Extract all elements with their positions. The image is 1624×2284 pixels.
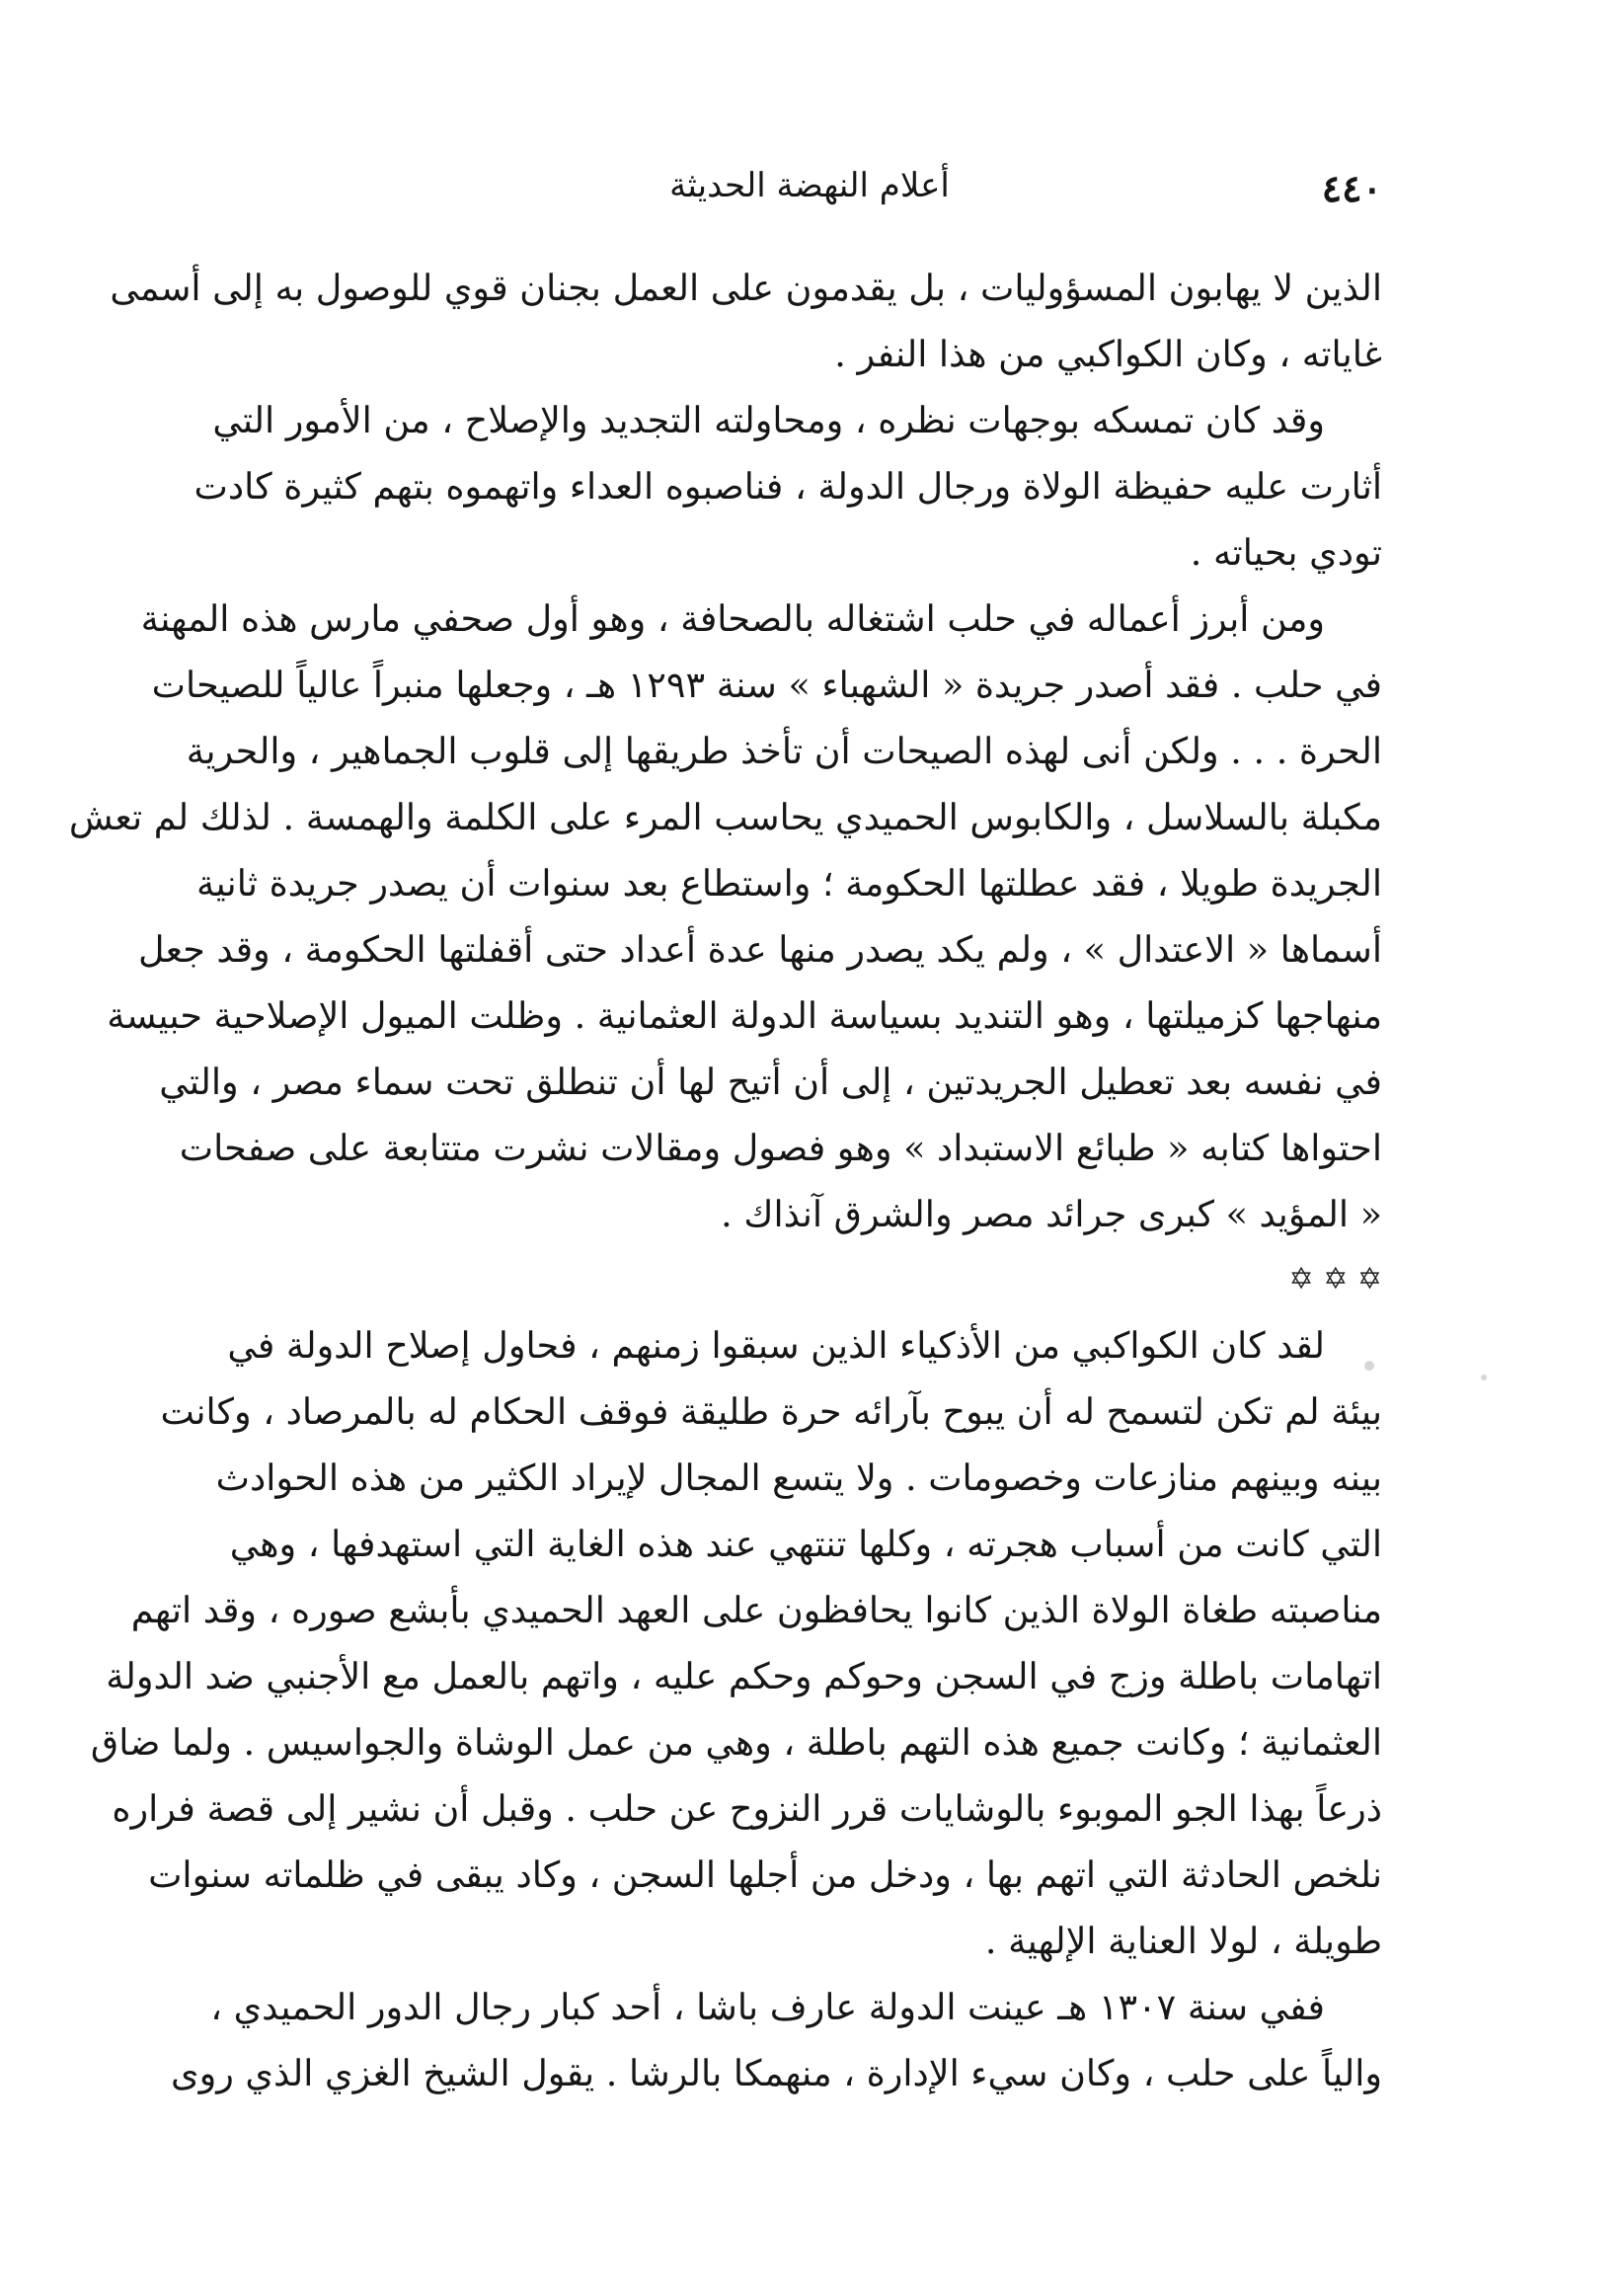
- text-line: والياً على حلب ، وكان سيء الإدارة ، منهمكا بالرشا . يقول الشيخ الغزي الذي روى: [171, 2052, 1382, 2094]
- text-line: منهاجها كزميلتها ، وهو التنديد بسياسة الدولة العثمانية . وظلت الميول الإصلاحية حبيسة: [107, 994, 1382, 1037]
- text-line: أثارت عليه حفيظة الولاة ورجال الدولة ، فناصبوه العداء واتهموه بتهم كثيرة كادت: [193, 465, 1382, 508]
- text-line: أسماها « الاعتدال » ، ولم يكد يصدر منها عدة أعداد حتى أقفلتها الحكومة ، وقد جعل: [138, 928, 1382, 971]
- paragraph: [68, 586, 1382, 1247]
- text-line: طويلة ، لولا العناية الإلهية .: [984, 1920, 1382, 1962]
- text-line: في نفسه بعد تعطيل الجريدتين ، إلى أن أتيح لها أن تنطلق تحت سماء مصر ، والتي: [159, 1061, 1382, 1103]
- text-line: بينه وبينهم منازعات وخصومات . ولا يتسع المجال لإيراد الكثير من هذه الحوادث: [215, 1457, 1382, 1499]
- text-line: بيئة لم تكن لتسمح له أن يبوح بآرائه حرة طليقة فوقف الحكام له بالمرصاد ، وكانت: [160, 1390, 1382, 1433]
- paragraph: [110, 255, 1382, 387]
- text-line: ذرعاً بهذا الجو الموبوء بالوشايات قرر النزوح عن حلب . وقبل أن نشير إلى قصة فراره: [112, 1787, 1382, 1830]
- page-number: ٤٤٠: [1321, 166, 1382, 210]
- running-title: أعلام النهضة الحديثة: [669, 166, 950, 205]
- text-line: احتواها كتابه « طبائع الاستبداد » وهو فصول ومقالات نشرت متتابعة على صفحات: [179, 1127, 1382, 1169]
- text-line: التي كانت من أسباب هجرته ، وكلها تنتهي عند هذه الغاية التي استهدفها ، وهي: [229, 1523, 1382, 1565]
- paragraph: [193, 387, 1382, 586]
- text-line: مكبلة بالسلاسل ، والكابوس الحميدي يحاسب المرء على الكلمة والهمسة . لذلك لم تعش: [68, 796, 1382, 838]
- text-line: وقد كان تمسكه بوجهات نظره ، ومحاولته التجديد والإصلاح ، من الأمور التي: [212, 399, 1325, 441]
- text-line: ومن أبرز أعماله في حلب اشتغاله بالصحافة ، وهو أول صحفي مارس هذه المهنة: [140, 597, 1325, 640]
- text-line: تودي بحياته .: [1190, 531, 1382, 574]
- paper-speck: [1364, 1361, 1374, 1371]
- text-line: الذين لا يهابون المسؤوليات ، بل يقدمون على العمل بجنان قوي للوصول به إلى أسمى: [110, 267, 1382, 309]
- text-line: ففي سنة ١٣٠٧ هـ عينت الدولة عارف باشا ، أحد كبار رجال الدور الحميدي ،: [210, 1986, 1325, 2028]
- text-line: العثمانية ؛ وكانت جميع هذه التهم باطلة ، وهي من عمل الوشاة والجواسيس . ولما ضاق: [90, 1721, 1382, 1764]
- paragraph: [171, 1974, 1382, 2106]
- body-text: [68, 255, 1382, 2106]
- text-line: مناصبته طغاة الولاة الذين كانوا يحافظون على العهد الحميدي بأبشع صوره ، وقد اتهم: [130, 1589, 1382, 1631]
- section-separator-stars: ✡ ✡ ✡: [1288, 1262, 1382, 1297]
- text-line: الجريدة طويلا ، فقد عطلتها الحكومة ؛ واستطاع بعد سنوات أن يصدر جريدة ثانية: [195, 862, 1382, 905]
- text-line: في حلب . فقد أصدر جريدة « الشهباء » سنة ١٢٩٣ هـ ، وجعلها منبراً عالياً للصيحات: [151, 664, 1382, 706]
- text-line: لقد كان الكواكبي من الأذكياء الذين سبقوا زمنهم ، فحاول إصلاح الدولة في: [227, 1324, 1325, 1367]
- page-header: [237, 166, 1382, 225]
- text-line: نلخص الحادثة التي اتهم بها ، ودخل من أجلها السجن ، وكاد يبقى في ظلماته سنوات: [148, 1853, 1382, 1896]
- paragraph: [90, 1312, 1382, 1974]
- text-line: اتهامات باطلة وزج في السجن وحوكم وحكم عليه ، واتهم بالعمل مع الأجنبي ضد الدولة: [106, 1655, 1382, 1697]
- text-line: « المؤيد » كبرى جرائد مصر والشرق آنذاك .: [721, 1193, 1382, 1235]
- text-line: الحرة . . . ولكن أنى لهذه الصيحات أن تأخذ طريقها إلى قلوب الجماهير ، والحرية: [186, 730, 1382, 772]
- text-line: غاياته ، وكان الكواكبي من هذا النفر .: [834, 333, 1382, 375]
- paper-speck: [1481, 1375, 1487, 1380]
